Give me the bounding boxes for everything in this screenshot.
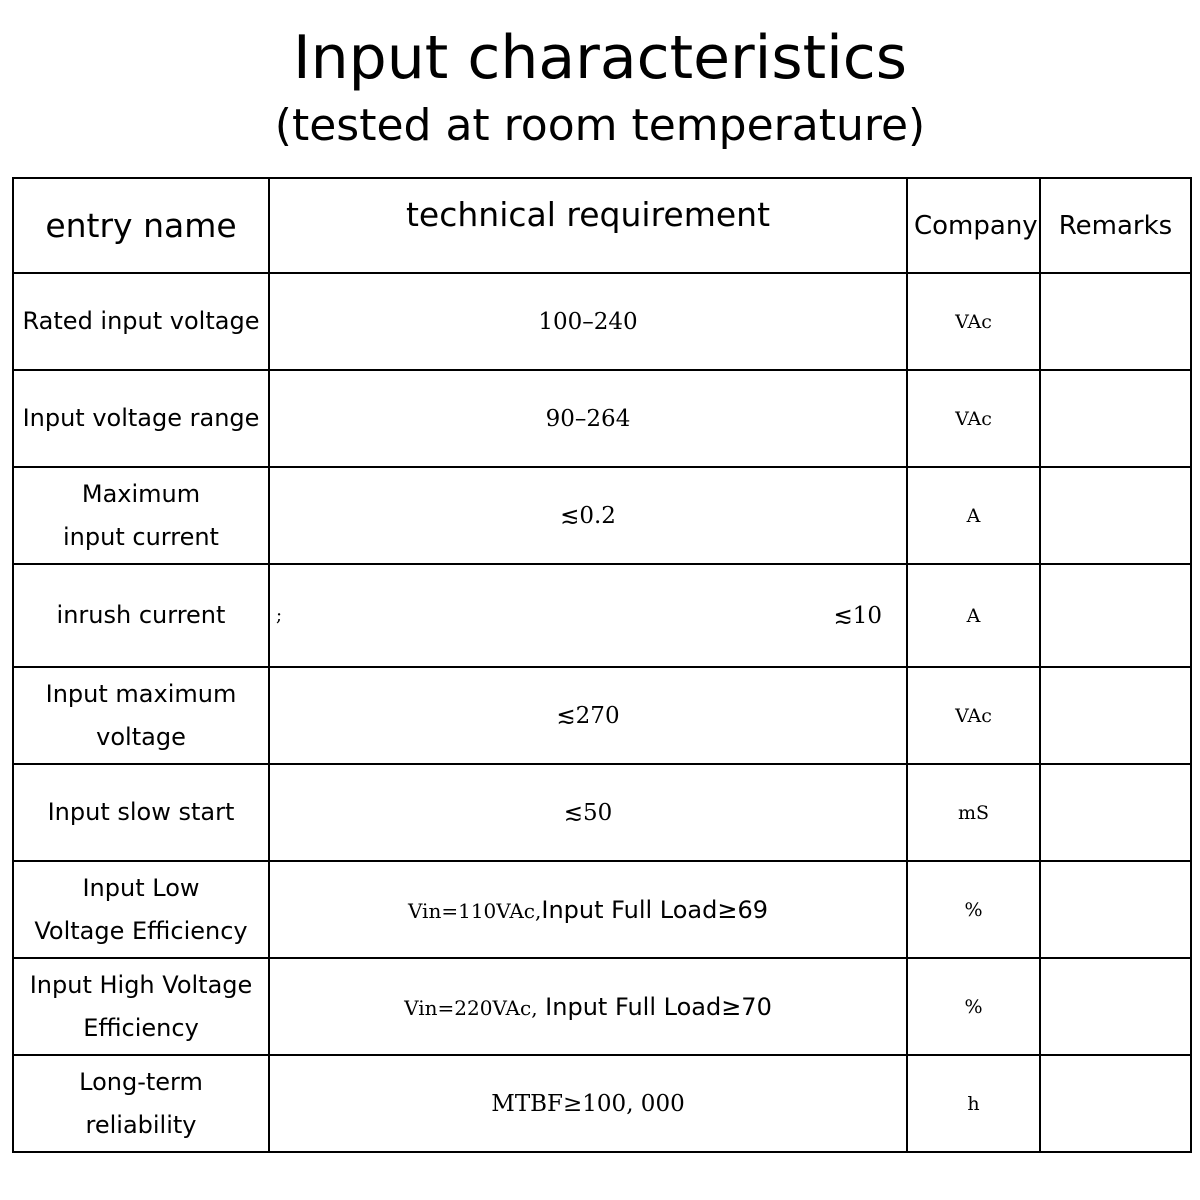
remarks bbox=[1040, 273, 1191, 370]
header-entry-name: entry name bbox=[13, 178, 269, 273]
remarks bbox=[1040, 370, 1191, 467]
table-row bbox=[13, 764, 1191, 861]
table-row bbox=[13, 861, 1191, 958]
entry-name: Input voltage range bbox=[13, 370, 269, 467]
entry-name: Input Low Voltage Efficiency bbox=[13, 861, 269, 958]
unit: A bbox=[907, 467, 1040, 564]
requirement-condition: Vin=220VAc, bbox=[404, 995, 538, 1020]
header-company: Company bbox=[907, 178, 1040, 273]
page-title: Input characteristics bbox=[292, 23, 908, 93]
unit: mS bbox=[907, 764, 1040, 861]
header-remarks: Remarks bbox=[1040, 178, 1191, 273]
unit: VAc bbox=[907, 667, 1040, 764]
requirement-condition: Vin=110VAc, bbox=[407, 898, 542, 923]
entry-name: Input High Voltage Efficiency bbox=[13, 958, 269, 1055]
page-subtitle: (tested at room temperature) bbox=[274, 100, 926, 151]
table-row bbox=[13, 370, 1191, 467]
technical-requirement: ≲10 bbox=[833, 602, 882, 629]
entry-name: Rated input voltage bbox=[13, 273, 269, 370]
remarks bbox=[1040, 764, 1191, 861]
unit: VAc bbox=[907, 273, 1040, 370]
remarks bbox=[1040, 958, 1191, 1055]
table-row bbox=[13, 1055, 1191, 1152]
table-row bbox=[13, 467, 1191, 564]
technical-requirement: 100–240 bbox=[269, 273, 907, 370]
unit: A bbox=[907, 564, 1040, 667]
entry-name: Input maximum voltage bbox=[13, 667, 269, 764]
technical-requirement: 90–264 bbox=[269, 370, 907, 467]
table-row bbox=[13, 273, 1191, 370]
table-row bbox=[13, 564, 1191, 667]
remarks bbox=[1040, 861, 1191, 958]
entry-name: Maximum input current bbox=[13, 467, 269, 564]
requirement-marker: ; bbox=[276, 605, 283, 626]
remarks bbox=[1040, 467, 1191, 564]
entry-name: Input slow start bbox=[13, 764, 269, 861]
technical-requirement-cell bbox=[269, 958, 907, 1055]
technical-requirement-cell bbox=[269, 861, 907, 958]
table-row bbox=[13, 958, 1191, 1055]
technical-requirement: Input Full Load≥69 bbox=[541, 895, 769, 924]
input-characteristics-table bbox=[12, 177, 1192, 1153]
remarks bbox=[1040, 1055, 1191, 1152]
unit: h bbox=[907, 1055, 1040, 1152]
entry-name: Long-term reliability bbox=[13, 1055, 269, 1152]
unit: VAc bbox=[907, 370, 1040, 467]
unit: % bbox=[907, 958, 1040, 1055]
technical-requirement-cell bbox=[269, 564, 907, 667]
technical-requirement: ≲50 bbox=[269, 764, 907, 861]
remarks bbox=[1040, 564, 1191, 667]
technical-requirement: Input Full Load≥70 bbox=[537, 992, 772, 1021]
header-technical-requirement: technical requirement bbox=[269, 178, 907, 273]
technical-requirement: ≲270 bbox=[269, 667, 907, 764]
unit: % bbox=[907, 861, 1040, 958]
remarks bbox=[1040, 667, 1191, 764]
header-row bbox=[13, 178, 1191, 273]
technical-requirement: ≲0.2 bbox=[269, 467, 907, 564]
entry-name: inrush current bbox=[13, 564, 269, 667]
technical-requirement: MTBF≥100, 000 bbox=[269, 1055, 907, 1152]
table-row bbox=[13, 667, 1191, 764]
